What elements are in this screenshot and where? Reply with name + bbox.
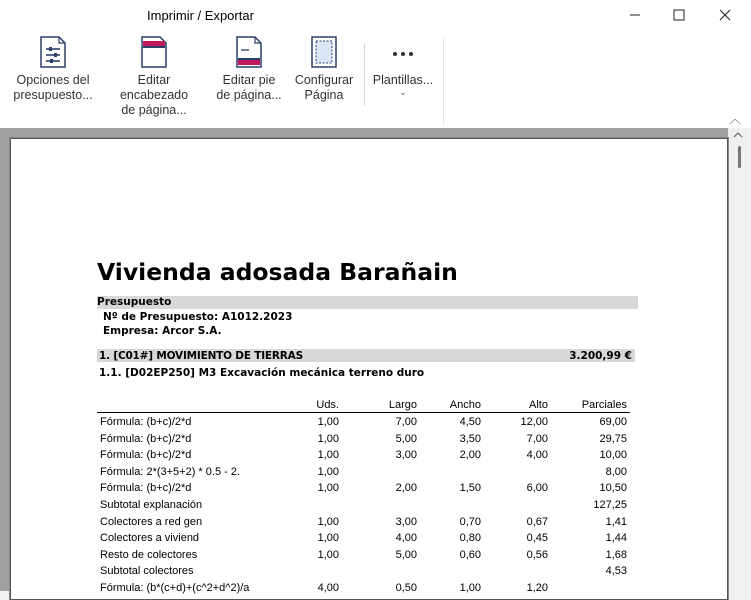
- edit-header-button[interactable]: [102, 36, 206, 118]
- templates-button[interactable]: [370, 36, 436, 96]
- edit-footer-icon: [235, 36, 263, 68]
- chevron-down-icon: ⌄: [399, 87, 407, 97]
- table-cell-largo: 5,00: [395, 548, 417, 561]
- budget-options-button[interactable]: [12, 36, 94, 103]
- edit-footer-label: Editar pie de página...: [216, 73, 282, 102]
- table-cell-concept: Resto de colectores: [100, 548, 198, 561]
- templates-label: Plantillas...: [372, 73, 434, 87]
- table-cell-concept: Fórmula: (b+c)/2*d: [100, 482, 192, 495]
- toolbar-group-separator: [443, 37, 444, 125]
- table-cell-ancho: 4,50: [459, 416, 481, 428]
- minimize-button[interactable]: [612, 0, 658, 30]
- maximize-button[interactable]: [656, 0, 702, 30]
- table-cell-largo: 5,00: [395, 432, 417, 445]
- budget-options-icon: [39, 36, 67, 68]
- document-title: Vivienda adosada Barañain: [97, 258, 458, 286]
- table-cell-ancho: 0,70: [459, 515, 481, 528]
- table-header-parciales: Parciales: [581, 399, 627, 411]
- item-title: 1.1. [D02EP250] M3 Excavación mecánica terreno duro: [99, 367, 425, 379]
- company-name: Empresa: Arcor S.A.: [103, 325, 222, 337]
- table-header-ancho: Ancho: [449, 399, 481, 411]
- table-cell-alto: 0,67: [526, 515, 548, 528]
- edit-footer-button[interactable]: [214, 36, 284, 103]
- page-setup-icon: [310, 36, 338, 68]
- table-cell-uds: 1,00: [317, 416, 339, 428]
- table-cell-parciales: 69,00: [599, 416, 627, 428]
- scroll-up-icon[interactable]: [733, 131, 743, 139]
- table-cell-uds: 1,00: [317, 449, 339, 462]
- table-cell-uds: 1,00: [317, 482, 339, 495]
- chapter-title: 1. [C01#] MOVIMIENTO DE TIERRAS: [99, 350, 303, 362]
- table-cell-parciales: 4,53: [605, 565, 627, 578]
- section-band: [97, 296, 638, 309]
- toolbar-separator: [364, 44, 365, 106]
- table-cell-alto: 1,20: [526, 582, 548, 594]
- table-cell-alto: 0,45: [526, 532, 548, 545]
- table-cell-parciales: 127,25: [593, 499, 627, 511]
- close-button[interactable]: [702, 0, 748, 30]
- table-header-uds: Uds.: [316, 399, 339, 411]
- page-setup-button[interactable]: [292, 36, 356, 103]
- table-cell-largo: 4,00: [395, 532, 417, 545]
- table-cell-alto: 0,56: [526, 548, 548, 561]
- title-bar: [0, 0, 751, 32]
- table-cell-concept: Fórmula: (b*(c+d)+(c^2+d^2)/a: [100, 582, 250, 594]
- table-cell-largo: 3,00: [395, 449, 417, 462]
- table-cell-alto: 4,00: [526, 449, 548, 462]
- table-cell-uds: 1,00: [317, 548, 339, 561]
- table-cell-concept: Colectores a viviend: [100, 532, 200, 545]
- table-cell-parciales: 10,50: [599, 482, 627, 495]
- table-cell-uds: 1,00: [317, 515, 339, 528]
- budget-options-label: Opciones del presupuesto...: [13, 73, 93, 102]
- table-cell-concept: Fórmula: (b+c)/2*d: [100, 449, 192, 462]
- table-cell-parciales: 1,44: [605, 532, 627, 545]
- table-cell-concept: Subtotal explanación: [100, 499, 203, 511]
- table-cell-alto: 12,00: [520, 416, 548, 428]
- table-cell-largo: 7,00: [395, 416, 417, 428]
- table-cell-uds: 4,00: [317, 582, 339, 594]
- table-cell-alto: 7,00: [526, 432, 548, 445]
- table-cell-ancho: 0,80: [459, 532, 481, 545]
- table-cell-concept: Fórmula: 2*(3+5+2) * 0.5 - 2.: [100, 465, 241, 478]
- scrollbar-thumb[interactable]: [738, 146, 741, 168]
- table-cell-largo: 2,00: [395, 482, 417, 495]
- table-cell-ancho: 0,60: [459, 548, 481, 561]
- maximize-icon: [673, 9, 685, 21]
- section-label: Presupuesto: [97, 296, 172, 308]
- table-cell-ancho: 1,00: [459, 582, 481, 594]
- more-icon: [389, 36, 417, 68]
- collapse-ribbon-icon[interactable]: ︿: [728, 112, 741, 126]
- table-cell-concept: Colectores a red gen: [100, 515, 203, 528]
- table-cell-largo: 3,00: [395, 515, 417, 528]
- table-cell-parciales: 1,68: [605, 548, 627, 561]
- table-cell-concept: Fórmula: (b+c)/2*d: [100, 432, 192, 445]
- table-header-largo: Largo: [388, 399, 417, 411]
- table-cell-ancho: 3,50: [459, 432, 481, 445]
- budget-number: Nº de Presupuesto: A1012.2023: [103, 311, 293, 323]
- edit-header-icon: [140, 36, 168, 68]
- table-cell-ancho: 2,00: [459, 449, 481, 462]
- table-cell-parciales: 8,00: [605, 465, 627, 478]
- table-cell-concept: Fórmula: (b+c)/2*d: [100, 416, 192, 428]
- edit-header-label: Editar encabezado de página...: [119, 73, 189, 117]
- table-cell-uds: 1,00: [317, 465, 339, 478]
- table-header-alto: Alto: [529, 399, 548, 411]
- page-setup-label: Configurar Página: [294, 73, 354, 102]
- vertical-scrollbar[interactable]: [728, 128, 751, 591]
- table-cell-parciales: 10,00: [599, 449, 627, 462]
- close-icon: [719, 9, 731, 21]
- ribbon-toolbar: [0, 32, 751, 129]
- window-title: Imprimir / Exportar: [147, 8, 254, 23]
- table-cell-uds: 1,00: [317, 432, 339, 445]
- minimize-icon: [629, 9, 641, 21]
- table-cell-parciales: 29,75: [599, 432, 627, 445]
- table-cell-largo: 0,50: [395, 582, 417, 594]
- table-cell-ancho: 1,50: [459, 482, 481, 495]
- chapter-amount: 3.200,99 €: [569, 350, 632, 362]
- table-cell-alto: 6,00: [526, 482, 548, 495]
- table-cell-concept: Subtotal colectores: [100, 565, 194, 578]
- table-cell-parciales: 1,41: [605, 515, 627, 528]
- table-header-rule: [97, 412, 630, 413]
- table-cell-uds: 1,00: [317, 532, 339, 545]
